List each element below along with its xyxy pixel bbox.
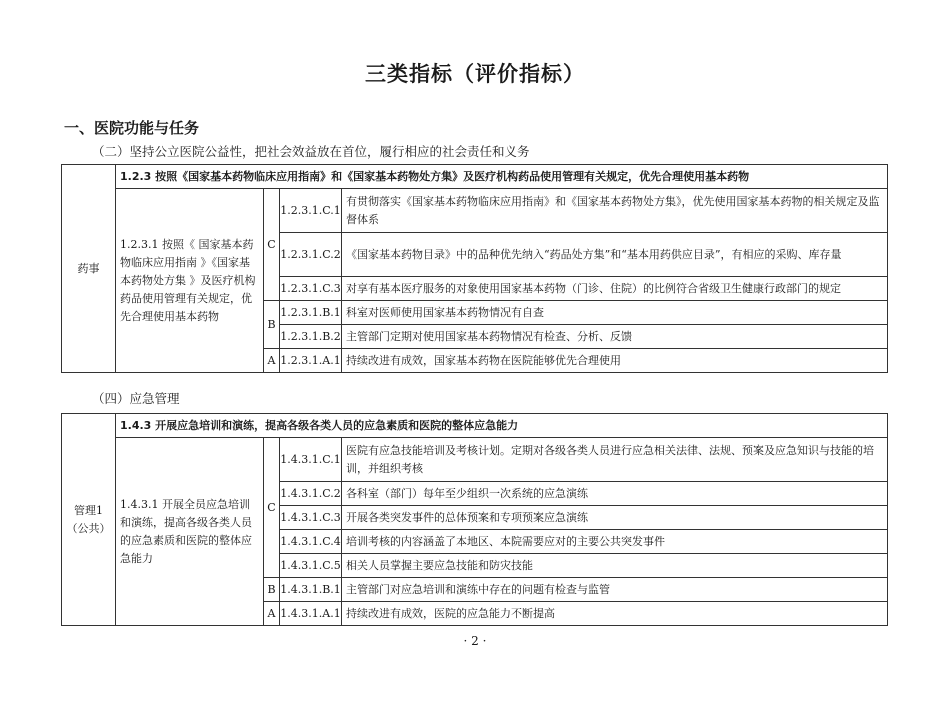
indicator-table-emergency bbox=[61, 413, 888, 626]
item-description: 各科室（部门）每年至少组织一次系统的应急演练 bbox=[342, 482, 888, 506]
level-cell: B bbox=[264, 578, 280, 602]
item-description: 培训考核的内容涵盖了本地区、本院需要应对的主要公共突发事件 bbox=[342, 530, 888, 554]
item-code: 1.2.3.1.B.1 bbox=[280, 301, 342, 325]
item-description: 持续改进有成效，医院的应急能力不断提高 bbox=[342, 602, 888, 626]
item-code: 1.4.3.1.B.1 bbox=[280, 578, 342, 602]
standard-header: 1.2.3 按照《国家基本药物临床应用指南》和《国家基本药物处方集》及医疗机构药品使用管理有关规定，优先合理使用基本药物 bbox=[116, 165, 888, 189]
item-code: 1.4.3.1.C.4 bbox=[280, 530, 342, 554]
item-code: 1.4.3.1.C.5 bbox=[280, 554, 342, 578]
item-description: 主管部门对应急培训和演练中存在的问题有检查与监管 bbox=[342, 578, 888, 602]
indicator-cell: 1.2.3.1 按照《 国家基本药物临床应用指南 》《国家基本药物处方集 》及医疗机构药品使用管理有关规定，优先合理使用基本药物 bbox=[116, 189, 264, 373]
page-title: 三类指标（评价指标） bbox=[365, 62, 585, 86]
indicator-table-pharmacy bbox=[61, 164, 888, 373]
section-heading: 一、医院功能与任务 bbox=[64, 119, 200, 137]
standard-header: 1.4.3 开展应急培训和演练，提高各级各类人员的应急素质和医院的整体应急能力 bbox=[116, 414, 888, 438]
subsection-heading: （二）坚持公立医院公益性，把社会效益放在首位，履行相应的社会责任和义务 bbox=[92, 144, 530, 159]
item-code: 1.2.3.1.C.1 bbox=[280, 189, 342, 233]
item-code: 1.2.3.1.A.1 bbox=[280, 349, 342, 373]
item-description: 持续改进有成效，国家基本药物在医院能够优先合理使用 bbox=[342, 349, 888, 373]
item-code: 1.4.3.1.C.1 bbox=[280, 438, 342, 482]
level-cell: C bbox=[264, 189, 280, 301]
item-code: 1.2.3.1.B.2 bbox=[280, 325, 342, 349]
item-description: 科室对医师使用国家基本药物情况有自查 bbox=[342, 301, 888, 325]
category-line: （公共） bbox=[66, 521, 111, 535]
level-cell: A bbox=[264, 602, 280, 626]
item-code: 1.2.3.1.C.3 bbox=[280, 277, 342, 301]
category-line: 管理1 bbox=[74, 503, 103, 517]
category-cell: 药事 bbox=[62, 165, 116, 373]
item-description: 相关人员掌握主要应急技能和防灾技能 bbox=[342, 554, 888, 578]
item-code: 1.4.3.1.C.3 bbox=[280, 506, 342, 530]
category-cell bbox=[62, 414, 116, 626]
item-description: 医院有应急技能培训及考核计划。定期对各级各类人员进行应急相关法律、法规、预案及应急知识与技能的培训，并组织考核 bbox=[342, 438, 888, 482]
indicator-cell: 1.4.3.1 开展全员应急培训和演练，提高各级各类人员的应急素质和医院的整体应急能力 bbox=[116, 438, 264, 626]
item-code: 1.4.3.1.C.2 bbox=[280, 482, 342, 506]
item-description: 有贯彻落实《国家基本药物临床应用指南》和《国家基本药物处方集》，优先使用国家基本药物的相关规定及监督体系 bbox=[342, 189, 888, 233]
page-number: · 2 · bbox=[463, 634, 487, 648]
item-code: 1.4.3.1.A.1 bbox=[280, 602, 342, 626]
item-description: 对享有基本医疗服务的对象使用国家基本药物（门诊、住院）的比例符合省级卫生健康行政部门的规定 bbox=[342, 277, 888, 301]
item-description: 开展各类突发事件的总体预案和专项预案应急演练 bbox=[342, 506, 888, 530]
item-code: 1.2.3.1.C.2 bbox=[280, 233, 342, 277]
item-description: 《国家基本药物目录》中的品种优先纳入“药品处方集”和“基本用药供应目录”，有相应的采购、库存量 bbox=[342, 233, 888, 277]
subsection-heading: （四）应急管理 bbox=[92, 391, 180, 406]
level-cell: B bbox=[264, 301, 280, 349]
level-cell: A bbox=[264, 349, 280, 373]
item-description: 主管部门定期对使用国家基本药物情况有检查、分析、反馈 bbox=[342, 325, 888, 349]
level-cell: C bbox=[264, 438, 280, 578]
